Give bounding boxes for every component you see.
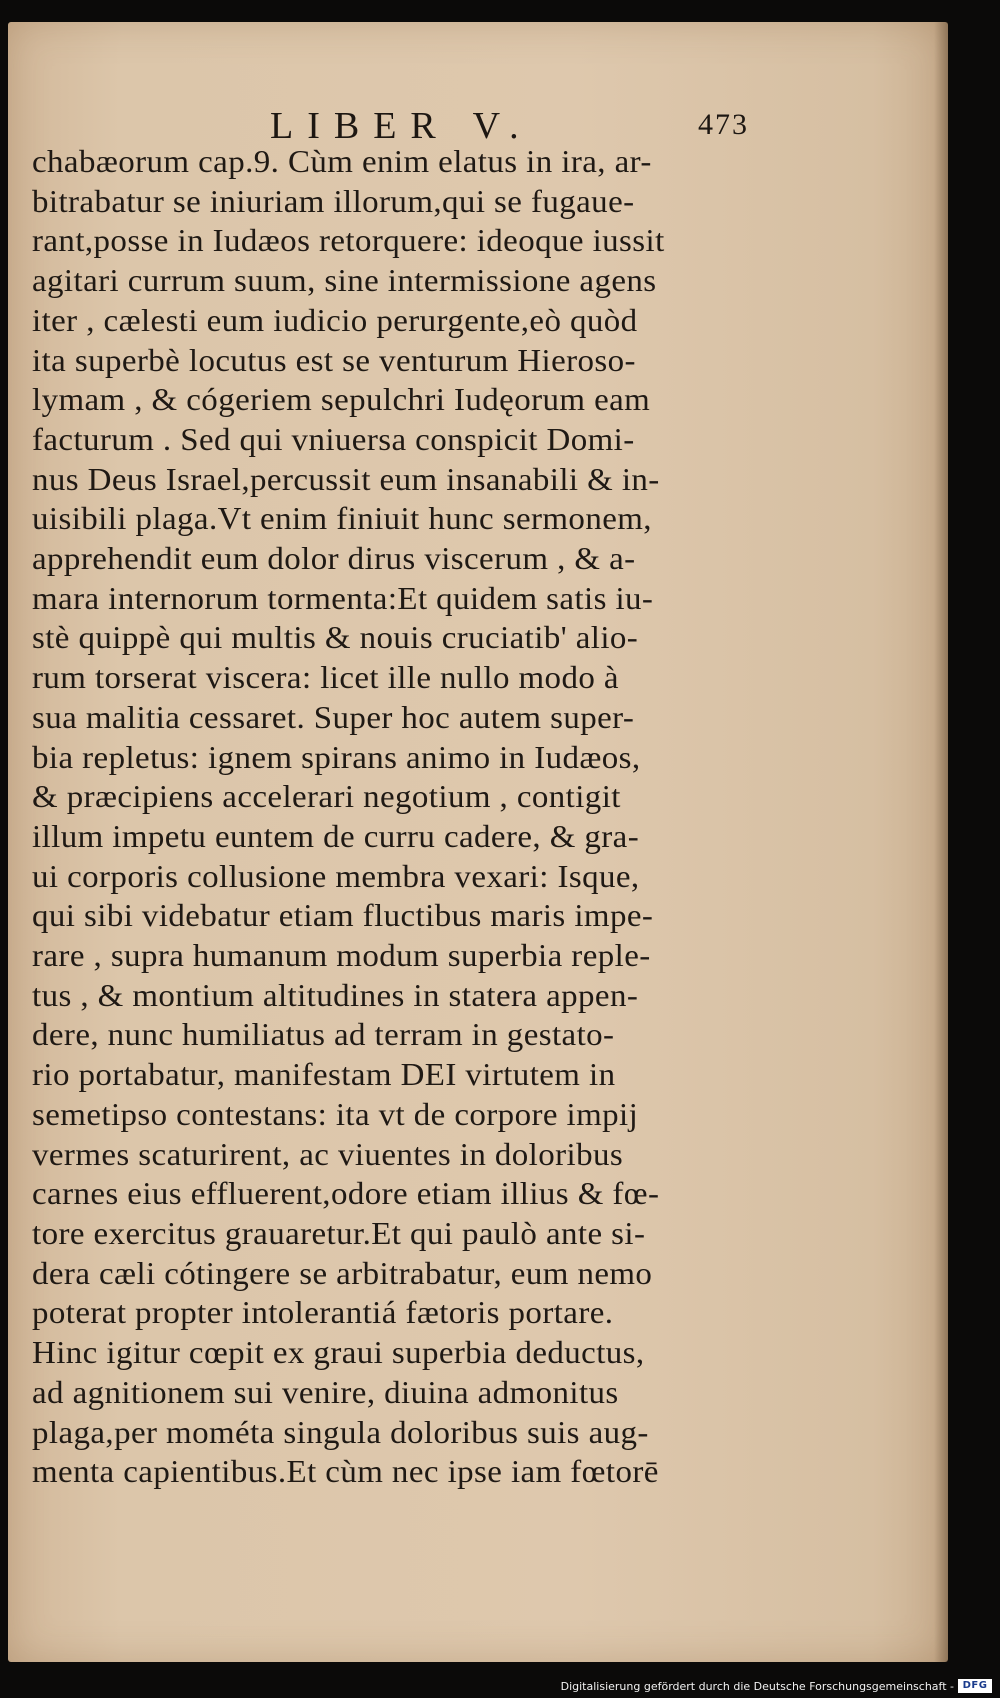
text-line: & præcipiens accelerari negotium , contigit — [32, 778, 621, 815]
page-number: 473 — [698, 108, 749, 141]
text-line: plaga,per mométa singula doloribus suis aug- — [32, 1413, 649, 1450]
text-line: tus , & montium altitudines in statera appen- — [32, 976, 639, 1013]
text-line: ui corporis collusione membra vexari: Isque, — [32, 857, 640, 894]
text-line: rio portabatur, manifestam DEI virtutem in — [32, 1056, 616, 1093]
text-line: mara internorum tormenta:Et quidem satis iu- — [32, 579, 654, 616]
footer-strip — [0, 1672, 1000, 1698]
text-line: ita superbè locutus est se venturum Hieroso- — [32, 341, 636, 378]
page-edge-shadow — [934, 22, 948, 1662]
text-line: menta capientibus.Et cùm nec ipse iam fœtorē — [32, 1453, 659, 1490]
running-head — [8, 84, 948, 147]
text-line: bia repletus: ignem spirans animo in Iudæos, — [32, 738, 641, 775]
text-line: rare , supra humanum modum superbia reple- — [32, 937, 651, 974]
text-line: facturum . Sed qui vniuersa conspicit Domi- — [32, 420, 635, 457]
body-text — [32, 142, 762, 1492]
running-title: LIBER V. — [270, 105, 533, 147]
text-line: uisibili plaga.Vt enim finiuit hunc sermonem, — [32, 500, 652, 537]
funding-credit: Digitalisierung gefördert durch die Deutsche Forschungsgemeinschaft - — [560, 1680, 954, 1693]
text-line: stè quippè qui multis & nouis cruciatib' alio- — [32, 619, 639, 656]
text-line: nus Deus Israel,percussit eum insanabili & in- — [32, 460, 660, 497]
text-line: Hinc igitur cœpit ex graui superbia deductus, — [32, 1334, 645, 1371]
text-line: chabæorum cap.9. Cùm enim elatus in ira, ar- — [32, 143, 652, 179]
dfg-logo: DFG — [958, 1679, 992, 1693]
text-line: iter , cælesti eum iudicio perurgente,eò quòd — [32, 301, 638, 338]
text-line: dera cæli cótingere se arbitrabatur, eum nemo — [32, 1254, 653, 1291]
text-line: rum torserat viscera: licet ille nullo modo à — [32, 659, 619, 696]
text-line: dere, nunc humiliatus ad terram in gestato- — [32, 1016, 615, 1053]
text-line: poterat propter intolerantiá fætoris portare. — [32, 1294, 614, 1331]
book-page — [8, 22, 948, 1662]
text-line: ad agnitionem sui venire, diuina admonitus — [32, 1373, 619, 1410]
text-line: sua malitia cessaret. Super hoc autem super- — [32, 698, 635, 735]
text-line: lymam , & cógeriem sepulchri Iudęorum eam — [32, 381, 651, 418]
text-line: semetipso contestans: ita vt de corpore impij — [32, 1095, 639, 1132]
text-line: rant,posse in Iudæos retorquere: ideoque iussit — [32, 222, 665, 259]
text-line: apprehendit eum dolor dirus viscerum , & a- — [32, 540, 636, 577]
text-line: bitrabatur se iniuriam illorum,qui se fugaue- — [32, 182, 635, 219]
text-line: agitari currum suum, sine intermissione agens — [32, 262, 657, 299]
text-line: illum impetu euntem de curru cadere, & gra- — [32, 817, 640, 854]
text-line: carnes eius effluerent,odore etiam illius & fœ- — [32, 1175, 660, 1212]
text-line: vermes scaturirent, ac viuentes in doloribus — [32, 1135, 624, 1172]
text-line: qui sibi videbatur etiam fluctibus maris impe- — [32, 897, 654, 934]
text-line: tore exercitus grauaretur.Et qui paulò ante si- — [32, 1214, 646, 1251]
